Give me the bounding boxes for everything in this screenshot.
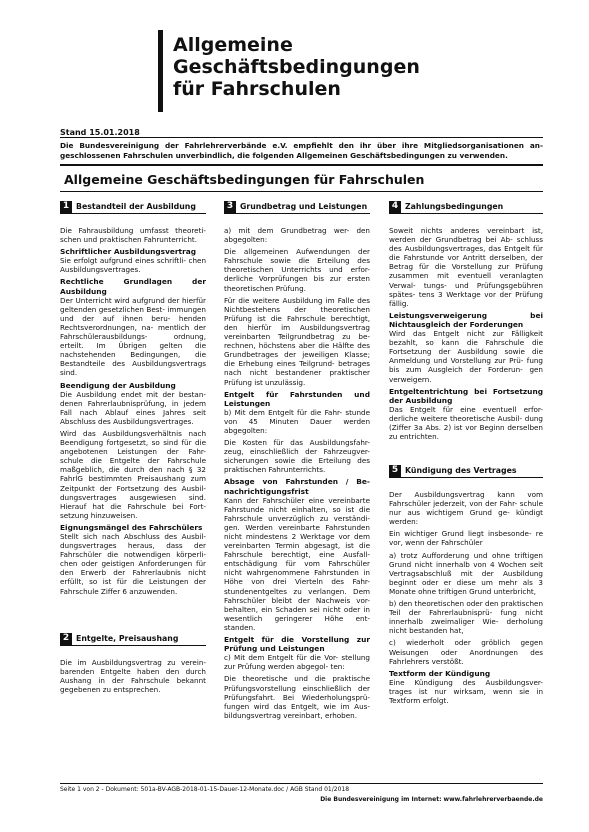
subheading: Beendigung der Ausbildung: [60, 380, 176, 390]
paragraph: Die Ausbildung endet mit der bestan- denen Fahrerlaubnisprüfung, in jedem Fall nach Ablauf eines Jahres seit Abschluss des Ausbildungsvertrages.: [60, 389, 206, 426]
subheading: Entgelt für die Vorstellung zur Prüfung und Leistungen: [224, 635, 370, 654]
paragraph: c) wiederholt oder gröblich gegen Weisungen oder Anordnungen des Fahrlehrers verstößt.: [389, 638, 543, 666]
section-title: Zahlungsbedingungen: [405, 201, 504, 211]
paragraph: Eine Kündigung des Ausbildungsver- trages ist nur wirksam, wenn sie in Textform erfolgt.: [389, 677, 543, 705]
paragraph: Der Unterricht wird aufgrund der hierfür geltenden gesetzlichen Best- immungen und der auf ihnen beru- henden Rechtsverordnungen, na- mentlich der Fahrschülerausbildungs- ordnung, erteilt. Im Übrigen gelten die nachstehenden Bedingungen, die Bestandteile des Ausbildungsvertrags sind.: [60, 295, 206, 378]
section-1-header: [60, 200, 206, 214]
paragraph: Die im Ausbildungsvertrag zu verein- barenden Entgelte haben den durch Aushang in der Fahrschule bekannt gegebenen zu entsprechen.: [60, 658, 206, 695]
subheading: Eignungsmängel des Fahrschülers: [60, 522, 203, 532]
paragraph: Stellt sich nach Abschluss des Ausbil- dungsvertrages heraus, dass der Fahrschüler die notwendigen körperli- chen oder geistigen Anforderungen für den Erwerb der Fahrerlaubnis nicht erfüllt, so ist für die Leistungen der Fahrschule Ziffer 6 anzuwenden.: [60, 532, 206, 596]
title-line-2: Geschäftsbedingungen: [173, 56, 420, 78]
paragraph: Die Kosten für das Ausbildungsfahr- zeug, einschließlich der Fahrzeugver- sicherungen sowie die Erteilung des praktischen Fahrunterrichts.: [224, 438, 370, 475]
title-line-1: Allgemeine: [173, 34, 293, 56]
paragraph: Ein wichtiger Grund liegt insbesonde- re vor, wenn der Fahrschüler: [389, 529, 543, 548]
subheading: Entgeltentrichtung bei Fortsetzung der Ausbildung: [389, 386, 543, 405]
subheading: Rechtliche Grundlagen der Ausbildung: [60, 277, 206, 296]
paragraph: Sie erfolgt aufgrund eines schriftli- chen Ausbildungsvertrages.: [60, 256, 206, 275]
subheading: Leistungsverweigerung bei Nichtausgleich der Forderungen: [389, 310, 543, 329]
paragraph: Der Ausbildungsvertrag kann vom Fahrschüler jederzeit, von der Fahr- schule nur aus wichtigem Grund ge- kündigt werden:: [389, 490, 543, 527]
paragraph: Das Entgelt für eine eventuell erfor- derliche weitere theoretische Ausbil- dung (Ziffer 3a Abs. 2) ist vor Beginn derselben zu entrichten.: [389, 404, 543, 442]
section-number: 5: [389, 465, 401, 477]
section-title: Bestandteil der Ausbildung: [76, 201, 196, 211]
intro-text: Die Bundesvereinigung der Fahrlehrerverbände e.V. empfiehlt den ihr über ihre Mitgliedsorganisationen an- geschlossenen Fahrschulen unverbindlich, die folgenden Allgemeinen Geschäftsbedingungen zu verwenden.: [60, 141, 543, 160]
paragraph: b) den theoretischen oder den praktischen Teil der Fahrerlaubnisprü- fung nicht innerhalb zweimaliger Wie- derholung nicht bestanden hat,: [389, 599, 543, 636]
document-title: [173, 34, 473, 100]
header-rule: [60, 137, 543, 138]
section-2-header: [60, 632, 206, 646]
paragraph: a) mit dem Grundbetrag wer- den abgegolten:: [224, 226, 370, 245]
subheading: Absage von Fahrstunden / Be- nachrichtigungsfrist: [224, 477, 370, 496]
paragraph: Die allgemeinen Aufwendungen der Fahrschule sowie die Erteilung des theoretischen Unterrichts und erfor- derliche Vorprüfungen bis zur ersten theoretischen Prüfung.: [224, 247, 370, 293]
paragraph: Die theoretische und die praktische Prüfungsvorstellung einschließlich der Prüfungsfahrt. Bei Wiederholungsprü- fungen wird das Entgelt, wie im Aus- bildungsvertrag vereinbart, erhoben.: [224, 674, 370, 720]
paragraph: Wird das Ausbildungsverhältnis nach Beendigung fortgesetzt, so sind für die angebotenen Leistungen der Fahr- schule die Entgelte der Fahrschule maßgeblich, die durch den nach § 32 FahrlG bestimmten Preisaushang zum Zeitpunkt der Fortsetzung des Ausbil- dungsvertrages ausgewiesen sind. Hierauf hat die Fahrschule bei Fort- setzung hinzuweisen.: [60, 428, 206, 520]
paragraph: Kann der Fahrschüler eine vereinbarte Fahrstunde nicht einhalten, so ist die Fahrschule unverzüglich zu verständi- gen. Werden vereinbarte Fahrstunden nicht mindestens 2 Werktage vor dem vereinbarten Termin abgesagt, ist die Fahrschule berechtigt, eine Ausfall- entschädigung für vom Fahrschüler nicht wahrgenommene Fahrstunden in Höhe von drei Vierteln des Fahr- stundenentgeltes zu verlangen. Dem Fahrschüler bleibt der Nachweis vor- behalten, ein Schaden sei nicht oder in wesentlich geringerer Höhe ent- standen.: [224, 495, 370, 632]
footer-website: Die Bundesvereinigung im Internet: www.fahrlehrerverbaende.de: [320, 796, 543, 803]
column-1: [60, 200, 206, 599]
paragraph: b) Mit dem Entgelt für die Fahr- stunde von 45 Minuten Dauer werden abgegolten:: [224, 407, 370, 435]
section-title: Entgelte, Preisaushang: [76, 633, 179, 643]
column-3: [389, 200, 543, 444]
paragraph: Wird das Entgelt nicht zur Fälligkeit bezahlt, so kann die Fahrschule die Fortsetzung der Ausbildung sowie die Anmeldung und Vorstellung zur Prü- fung bis zum Ausgleich der Forderun- gen verweigern.: [389, 329, 543, 384]
paragraph: Für die weitere Ausbildung im Falle des Nichtbestehens der theoretischen Prüfung ist die Fahrschule berechtigt, den hierfür im Ausbildungsvertrag vereinbarten Teilgrundbetrag zu be- rechnen, höchstens aber die Hälfte des Grundbetrages der jeweiligen Klasse; die Erhebung eines Teilgrund- betrages nach nicht bestandener praktischer Prüfung ist unzulässig.: [224, 295, 370, 387]
footer-rule: [60, 783, 543, 784]
section-title: Kündigung des Vertrages: [405, 465, 517, 475]
section-5-header: [389, 464, 543, 478]
paragraph: Soweit nichts anderes vereinbart ist, werden der Grundbetrag bei Ab- schluss des Ausbildungsvertrages, das Entgelt für die Fahrstunde vor Antritt derselben, der Betrag für die Vorstellung zur Prüfung zusammen mit eventuell veranlagten Verwal- tungs- und Prüfungsgebühren spätes- tens 3 Werktage vor der Prüfung fällig.: [389, 226, 543, 308]
paragraph: c) Mit dem Entgelt für die Vor- stellung zur Prüfung werden abgegol- ten:: [224, 653, 370, 672]
subheading: Schriftlicher Ausbildungsvertrag: [60, 247, 197, 257]
subtitle: Allgemeine Geschäftsbedingungen für Fahrschulen: [64, 172, 425, 187]
title-bar: [158, 30, 163, 112]
paragraph: Die Fahrausbildung umfasst theoreti- schen und praktischen Fahrunterricht.: [60, 226, 206, 245]
section-number: 1: [60, 201, 72, 213]
column-2: [224, 200, 370, 723]
section-title: Grundbetrag und Leistungen: [240, 201, 368, 211]
subheading: Entgelt für Fahrstunden und Leistungen: [224, 389, 370, 408]
section-3-header: [224, 200, 370, 214]
title-line-3: für Fahrschulen: [173, 78, 341, 100]
paragraph: a) trotz Aufforderung und ohne triftigen Grund nicht innerhalb von 4 Wochen seit Vertragsabschluß mit der Ausbildung beginnt oder er diese um mehr als 3 Monate ohne triftigen Grund unterbricht,: [389, 550, 543, 596]
section-number: 2: [60, 633, 72, 645]
intro-rule: [60, 164, 543, 166]
subtitle-rule: [60, 191, 543, 192]
section-4-header: [389, 200, 543, 214]
section-number: 4: [389, 201, 401, 213]
stand-date: Stand 15.01.2018: [60, 128, 140, 137]
section-number: 3: [224, 201, 236, 213]
subheading: Textform der Kündigung: [389, 668, 491, 678]
column-3-lower: [389, 464, 543, 708]
column-1-lower: [60, 632, 206, 697]
footer-document-info: Seite 1 von 2 - Dokument: 501a-BV-AGB-2018-01-15-Dauer-12-Monate.doc / AGB Stand 01/2018: [60, 786, 350, 793]
